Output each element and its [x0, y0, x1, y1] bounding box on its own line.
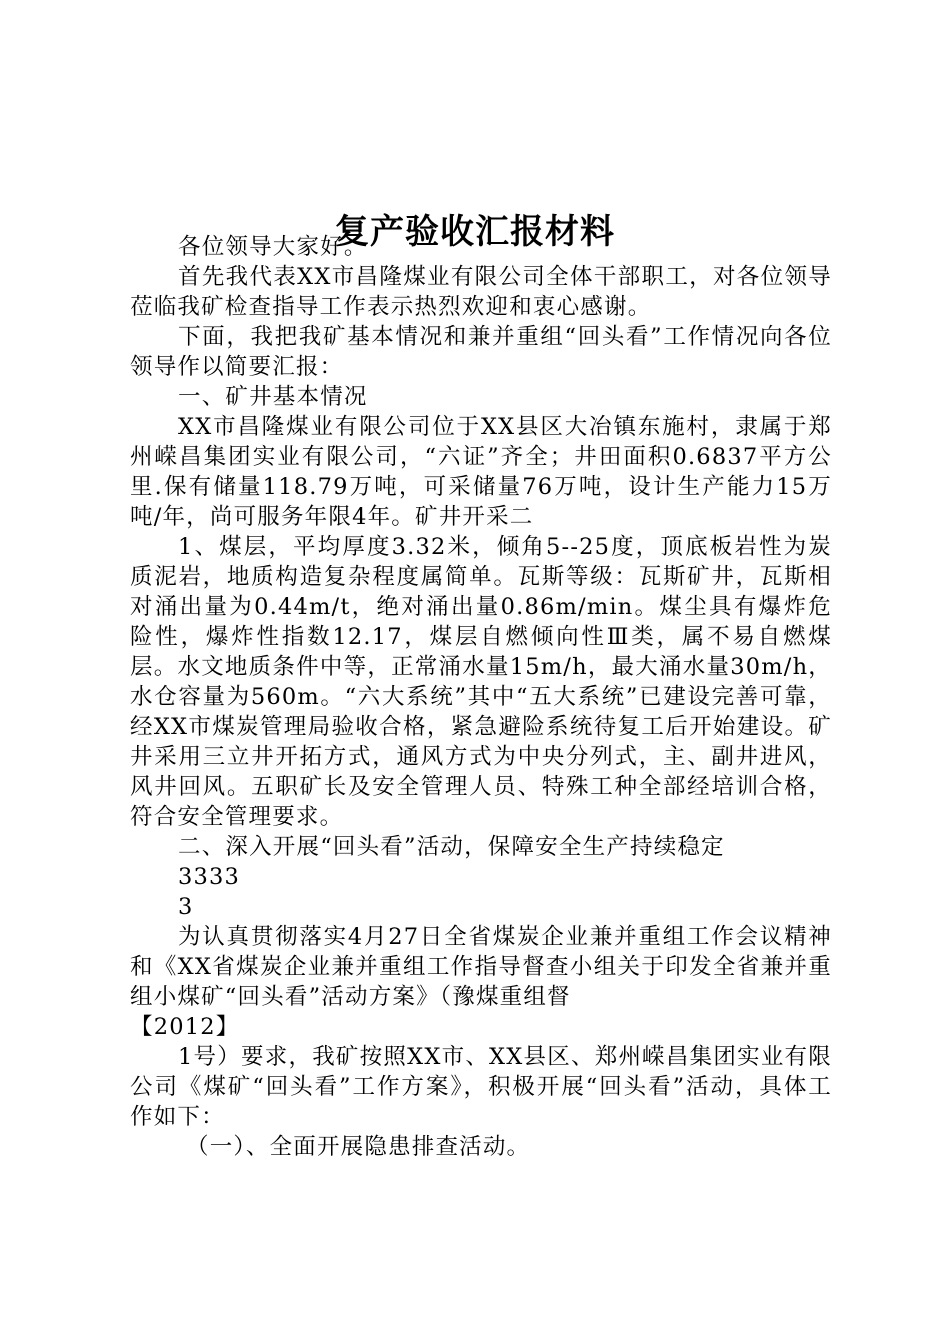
- section-heading-basic-info: 一、矿井基本情况: [178, 384, 368, 410]
- document-body: [130, 232, 832, 1162]
- paragraph-company-info: XX市昌隆煤业有限公司位于XX县区大冶镇东施村，隶属于郑州嵘昌集团实业有限公司，“六证”齐全；井田面积0.6837平方公里.保有储量118.79万吨，可采储量76万吨，设计生产能力15万吨/年，尚可服务年限4年。矿井开采二: [130, 414, 832, 530]
- paragraph-requirements: 1号）要求，我矿按照XX市、XX县区、郑州嵘昌集团实业有限公司《煤矿“回头看”工作方案》，积极开展“回头看”活动，具体工作如下：: [130, 1044, 832, 1130]
- paragraph-welcome: 首先我代表XX市昌隆煤业有限公司全体干部职工，对各位领导莅临我矿检查指导工作表示热烈欢迎和衷心感谢。: [130, 264, 832, 320]
- paragraph-implementation: 为认真贯彻落实4月27日全省煤炭企业兼并重组工作会议精神和《XX省煤炭企业兼并重组工作指导督查小组关于印发全省兼并重组小煤矿“回头看”活动方案》（豫煤重组督: [130, 924, 832, 1010]
- paragraph-coal-seam: 1、煤层，平均厚度3.32米，倾角5--25度，顶底板岩性为炭质泥岩，地质构造复杂程度属简单。瓦斯等级：瓦斯矿井，瓦斯相对涌出量为0.44m/t，绝对涌出量0.86m/min。煤尘具有爆炸危险性，爆炸性指数12.17，煤层自燃倾向性Ⅲ类，属不易自燃煤层。水文地质条件中等，正常涌水量15m/h，最大涌水量30m/h，水仓容量为560m。“六大系统”其中“五大系统”已建设完善可靠，经XX市煤炭管理局验收合格，紧急避险系统待复工后开始建设。矿井采用三立井开拓方式，通风方式为中央分列式，主、副井进风，风井回风。五职矿长及安全管理人员、特殊工种全部经培训合格，符合安全管理要求。: [130, 534, 832, 830]
- paragraph-number-line: 3: [178, 894, 194, 920]
- paragraph-year-bracket: 【2012】: [130, 1014, 240, 1040]
- paragraph-number-line: 3333: [178, 864, 241, 890]
- section-heading-review: 二、深入开展“回头看”活动，保障安全生产持续稳定: [178, 834, 725, 860]
- paragraph-intro: 下面，我把我矿基本情况和兼并重组“回头看”工作情况向各位领导作以简要汇报：: [130, 324, 832, 380]
- paragraph-greeting: 各位领导大家好。: [178, 234, 368, 260]
- document-title: 复产验收汇报材料: [335, 211, 615, 252]
- subsection-heading-hazard: （一）、全面开展隐患排查活动。: [186, 1134, 531, 1160]
